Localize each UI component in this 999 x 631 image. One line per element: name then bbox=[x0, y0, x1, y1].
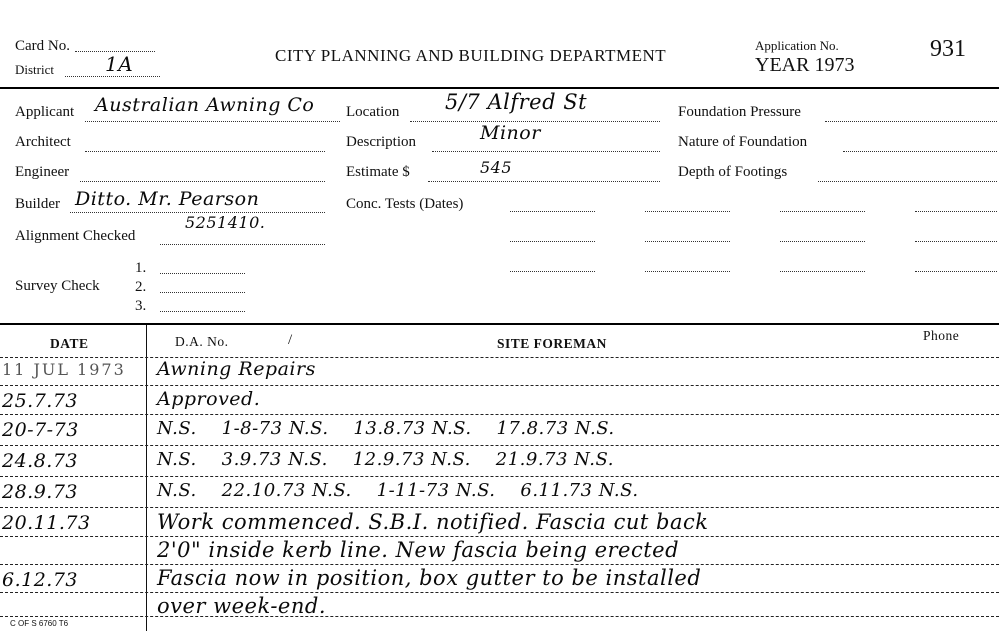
alignment-checked-field[interactable] bbox=[160, 244, 325, 245]
row-entry: over week-end. bbox=[157, 594, 327, 618]
row-date: 25.7.73 bbox=[2, 390, 79, 412]
conc-test-date[interactable] bbox=[645, 271, 730, 272]
row-date: 24.8.73 bbox=[2, 450, 79, 472]
conc-test-date[interactable] bbox=[510, 241, 595, 242]
column-header-date: DATE bbox=[50, 336, 89, 351]
nature-foundation-field[interactable] bbox=[843, 151, 997, 152]
survey-item-3: 3. bbox=[135, 298, 147, 314]
row-entry: Fascia now in position, box gutter to be installed bbox=[157, 566, 702, 590]
conc-test-date[interactable] bbox=[645, 211, 730, 212]
row-date: 20.11.73 bbox=[2, 512, 91, 534]
row-date: 20-7-73 bbox=[2, 419, 79, 441]
conc-test-date[interactable] bbox=[510, 211, 595, 212]
applicant-label: Applicant bbox=[15, 104, 75, 120]
conc-test-date[interactable] bbox=[510, 271, 595, 272]
depth-footings-label: Depth of Footings bbox=[678, 164, 788, 180]
row-entry: N.S. 3.9.73 N.S. 12.9.73 N.S. 21.9.73 N.S. bbox=[157, 449, 614, 470]
row-entry: N.S. 22.10.73 N.S. 1-11-73 N.S. 6.11.73 N.S. bbox=[157, 480, 639, 501]
builder-value: Ditto. Mr. Pearson bbox=[75, 188, 260, 210]
builder-label: Builder bbox=[15, 196, 60, 212]
application-no-label: Application No. bbox=[755, 38, 839, 53]
header-divider bbox=[0, 87, 999, 89]
description-field[interactable] bbox=[432, 151, 660, 152]
department-title: CITY PLANNING AND BUILDING DEPARTMENT bbox=[275, 46, 667, 65]
survey-field-3[interactable] bbox=[160, 311, 245, 312]
survey-field-2[interactable] bbox=[160, 292, 245, 293]
description-value: Minor bbox=[480, 122, 541, 144]
row-entry: Work commenced. S.B.I. notified. Fascia cut back bbox=[157, 510, 709, 534]
engineer-field[interactable] bbox=[80, 181, 325, 182]
applicant-field[interactable] bbox=[85, 121, 340, 122]
row-entry: N.S. 1-8-73 N.S. 13.8.73 N.S. 17.8.73 N.S. bbox=[157, 418, 615, 439]
district-field[interactable] bbox=[65, 76, 160, 77]
application-number: 931 bbox=[930, 36, 966, 62]
column-header-phone: Phone bbox=[923, 328, 960, 343]
survey-field-1[interactable] bbox=[160, 273, 245, 274]
engineer-label: Engineer bbox=[15, 164, 70, 180]
architect-field[interactable] bbox=[85, 151, 325, 152]
conc-test-date[interactable] bbox=[645, 241, 730, 242]
foundation-pressure-field[interactable] bbox=[825, 121, 997, 122]
survey-item-1: 1. bbox=[135, 260, 147, 276]
conc-test-date[interactable] bbox=[780, 241, 865, 242]
builder-phone: 5251410. bbox=[185, 213, 266, 232]
column-header-da-no: D.A. No. bbox=[175, 334, 229, 349]
form-code: C OF S 6760 T6 bbox=[10, 619, 69, 628]
survey-item-2: 2. bbox=[135, 279, 147, 295]
survey-check-label: Survey Check bbox=[15, 278, 100, 294]
conc-test-date[interactable] bbox=[780, 211, 865, 212]
applicant-value: Australian Awning Co bbox=[95, 94, 315, 116]
column-header-da-mark: / bbox=[288, 332, 293, 348]
district-label: District bbox=[15, 62, 54, 77]
conc-test-date[interactable] bbox=[915, 241, 997, 242]
row-entry: Approved. bbox=[157, 388, 261, 410]
nature-foundation-label: Nature of Foundation bbox=[678, 134, 808, 150]
architect-label: Architect bbox=[15, 134, 71, 150]
conc-test-date[interactable] bbox=[915, 271, 997, 272]
alignment-checked-label: Alignment Checked bbox=[15, 228, 136, 244]
estimate-value: 545 bbox=[480, 158, 513, 177]
estimate-label: Estimate $ bbox=[346, 164, 410, 180]
estimate-field[interactable] bbox=[428, 181, 660, 182]
date-column-divider bbox=[146, 325, 147, 631]
district-value: 1A bbox=[105, 52, 134, 76]
card-no-label: Card No. bbox=[15, 38, 70, 54]
description-label: Description bbox=[346, 134, 416, 150]
row-date: 11 JUL 1973 bbox=[2, 360, 126, 379]
conc-test-date[interactable] bbox=[780, 271, 865, 272]
conc-test-date[interactable] bbox=[915, 211, 997, 212]
year-label: YEAR 1973 bbox=[755, 54, 855, 76]
conc-tests-label: Conc. Tests (Dates) bbox=[346, 196, 464, 212]
row-entry: Awning Repairs bbox=[157, 358, 316, 380]
location-label: Location bbox=[346, 104, 400, 120]
row-entry: 2'0" inside kerb line. New fascia being erected bbox=[157, 538, 680, 562]
table-top-rule bbox=[0, 323, 999, 325]
row-date: 6.12.73 bbox=[2, 569, 79, 591]
column-header-site-foreman: SITE FOREMAN bbox=[497, 336, 607, 351]
location-value: 5/7 Alfred St bbox=[445, 90, 588, 114]
foundation-pressure-label: Foundation Pressure bbox=[678, 104, 801, 120]
row-date: 28.9.73 bbox=[2, 481, 79, 503]
depth-footings-field[interactable] bbox=[818, 181, 997, 182]
